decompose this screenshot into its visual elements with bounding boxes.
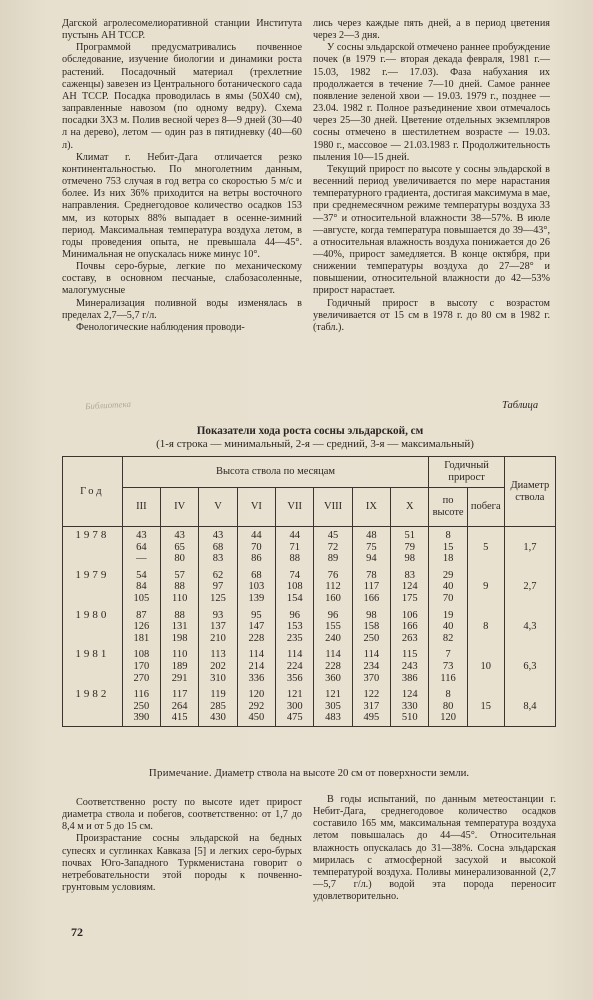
height-value: 105 (133, 592, 150, 604)
height-value: 214 (248, 660, 265, 672)
height-value: 300 (286, 700, 303, 712)
growth-value: 120 (440, 712, 456, 724)
height-cell (237, 607, 275, 647)
height-cell (122, 646, 160, 686)
header-month: VI (237, 488, 275, 527)
table-label: Таблица (502, 400, 539, 411)
height-value: 166 (363, 592, 380, 604)
height-value: 93 (212, 609, 224, 621)
header-month: IX (352, 488, 390, 527)
height-cell (314, 607, 352, 647)
height-value: 114 (287, 649, 303, 661)
height-cell (122, 686, 160, 726)
height-value: 48 (366, 530, 377, 541)
height-cell (314, 646, 352, 686)
height-value: 51 (404, 530, 415, 541)
left-column-paragraph: Дагской агролесомелиоративной станции Института пустынь АН ТССР. (62, 18, 302, 42)
growth-value: 15 (442, 541, 454, 553)
height-cell (391, 527, 429, 567)
height-value: 170 (133, 660, 150, 672)
height-value: 475 (286, 712, 303, 724)
height-cell (276, 607, 314, 647)
height-cell (314, 567, 352, 607)
height-value: 44 (251, 530, 262, 541)
diameter-cell: 2,7 (504, 567, 555, 607)
height-cell (161, 527, 199, 567)
growth-value: 7 (445, 649, 451, 661)
height-value: 54 (136, 569, 147, 581)
height-value: 234 (363, 660, 380, 672)
height-value: 154 (286, 592, 303, 604)
note-label: Примечание. (148, 767, 212, 779)
left-text-column (62, 18, 302, 334)
growth-cell (429, 646, 467, 686)
table-row (63, 567, 556, 607)
height-value: 360 (325, 672, 341, 684)
height-value: 131 (171, 621, 188, 633)
height-value: 108 (133, 649, 150, 661)
header-month: VIII (314, 488, 352, 527)
height-value: 75 (366, 541, 377, 553)
page-number: 72 (71, 925, 83, 939)
height-value: 114 (363, 649, 380, 661)
height-value: 510 (401, 712, 418, 724)
growth-value: 70 (442, 592, 454, 604)
height-cell (237, 567, 275, 607)
height-cell (122, 567, 160, 607)
height-value: 43 (136, 530, 147, 541)
height-value: 44 (289, 530, 300, 541)
table-note (62, 767, 556, 779)
height-value: — (136, 553, 147, 565)
height-value: 181 (133, 632, 150, 644)
growth-value: 8 (445, 689, 451, 701)
height-cell (161, 607, 199, 647)
height-value: 114 (248, 649, 265, 661)
right-column-paragraph: Годичный прирост в высоту с возрастом увеличивается от 15 см в 1978 г. до 80 см в 1982 г. (табл.). (313, 297, 550, 333)
height-value: 108 (286, 581, 303, 593)
header-annual-growth: Годичный прирост (429, 457, 504, 488)
growth-value: 40 (442, 581, 454, 593)
height-value: 224 (286, 660, 303, 672)
height-cell (237, 646, 275, 686)
bottom-right-column (313, 794, 556, 903)
height-value: 96 (289, 609, 300, 621)
shoot-cell: 9 (467, 567, 504, 607)
height-cell (199, 527, 237, 567)
year-cell: 1981 (63, 646, 123, 686)
height-value: 94 (366, 553, 377, 565)
height-value: 83 (212, 553, 224, 565)
height-value: 310 (210, 672, 226, 684)
growth-table (62, 456, 556, 727)
header-month: VII (276, 488, 314, 527)
height-cell (276, 567, 314, 607)
height-value: 263 (401, 632, 418, 644)
height-value: 71 (289, 541, 300, 553)
height-value: 80 (174, 553, 185, 565)
growth-cell (429, 607, 467, 647)
diameter-cell: 6,3 (504, 646, 555, 686)
height-value: 198 (171, 632, 188, 644)
right-column-paragraph: лись через каждые пять дней, а в период цветения через 2—3 дня. (313, 18, 550, 42)
height-value: 106 (401, 609, 418, 621)
height-cell (391, 567, 429, 607)
height-value: 98 (404, 553, 415, 565)
height-value: 122 (363, 689, 380, 701)
growth-value: 116 (440, 672, 456, 684)
height-value: 336 (248, 672, 265, 684)
height-value: 120 (248, 689, 265, 701)
height-value: 87 (136, 609, 147, 621)
left-column-paragraph: Климат г. Небит-Дага отличается резко континентальностью. По многолетним данным, отмечено 753 случая в год ветра со скоростью 5 м/с и более. Из них 36% приходится на ветры восточного направления. Среднегодовое количество осадков 153 мм, из которых 88% выпадает в осенне-зимний период. Максимальная температура воздуха летом, в годы проведения опыта, не превышала 44—45°. Минимальная не опускалась ниже минус 10°. (62, 151, 302, 260)
height-cell (237, 527, 275, 567)
height-value: 110 (171, 592, 188, 604)
height-value: 121 (325, 689, 341, 701)
shoot-cell: 10 (467, 646, 504, 686)
height-value: 88 (174, 609, 185, 621)
height-value: 79 (404, 541, 415, 553)
height-value: 57 (174, 569, 185, 581)
height-value: 317 (363, 700, 380, 712)
growth-value: 73 (442, 660, 454, 672)
height-value: 285 (210, 700, 226, 712)
shoot-cell: 15 (467, 686, 504, 726)
height-value: 88 (289, 553, 300, 565)
height-cell (122, 527, 160, 567)
height-cell (314, 686, 352, 726)
table-row (63, 607, 556, 647)
growth-cell (429, 686, 467, 726)
height-value: 175 (401, 592, 418, 604)
height-cell (161, 686, 199, 726)
header-month: III (122, 488, 160, 527)
height-value: 43 (212, 530, 224, 541)
growth-value: 29 (442, 569, 454, 581)
height-value: 76 (327, 569, 339, 581)
height-value: 189 (171, 660, 188, 672)
header-diameter: Диаметр ствола (504, 457, 555, 527)
height-value: 112 (325, 581, 341, 593)
height-cell (391, 607, 429, 647)
height-value: 390 (133, 712, 150, 724)
height-cell (199, 607, 237, 647)
left-column-paragraph: Минерализация поливной воды изменялась в пределах 2,7—5,7 г/л. (62, 297, 302, 321)
height-value: 72 (327, 541, 339, 553)
height-value: 116 (133, 689, 150, 701)
height-value: 126 (133, 621, 150, 633)
height-cell (391, 686, 429, 726)
header-by-height: по высоте (429, 488, 467, 527)
height-cell (352, 567, 390, 607)
height-cell (161, 567, 199, 607)
height-value: 270 (133, 672, 150, 684)
table-row (63, 646, 556, 686)
height-cell (199, 686, 237, 726)
height-value: 78 (366, 569, 377, 581)
height-value: 103 (248, 581, 265, 593)
year-cell: 1980 (63, 607, 123, 647)
height-value: 84 (136, 581, 147, 593)
height-value: 250 (363, 632, 380, 644)
height-value: 155 (325, 621, 341, 633)
right-text-column (313, 18, 550, 334)
height-value: 121 (286, 689, 303, 701)
shoot-cell: 5 (467, 527, 504, 567)
growth-cell (429, 567, 467, 607)
height-value: 370 (363, 672, 380, 684)
height-value: 68 (212, 541, 224, 553)
height-value: 117 (363, 581, 380, 593)
library-stamp: Библиотека (84, 398, 132, 412)
height-value: 330 (401, 700, 418, 712)
height-cell (314, 527, 352, 567)
height-value: 124 (401, 689, 418, 701)
height-value: 83 (404, 569, 415, 581)
month-header-row (63, 488, 556, 527)
height-value: 305 (325, 700, 341, 712)
height-value: 110 (171, 649, 188, 661)
height-value: 64 (136, 541, 147, 553)
height-value: 96 (327, 609, 339, 621)
bottom-left-paragraph: Произрастание сосны эльдарской на бедных супесях и суглинках Кавказа [5] и легких серо-бурых почвах Юго-Западного Туркменистана говорит о нетребовательности этой породы к почвенно-грунтовым условиям. (62, 833, 302, 894)
height-cell (352, 646, 390, 686)
height-value: 68 (251, 569, 262, 581)
growth-value: 80 (442, 700, 454, 712)
growth-value: 8 (445, 530, 451, 541)
height-value: 137 (210, 621, 226, 633)
height-value: 70 (251, 541, 262, 553)
height-value: 86 (251, 553, 262, 565)
table-title: Показатели хода роста сосны эльдарской, см (196, 425, 424, 437)
growth-value: 18 (442, 553, 454, 565)
left-column-paragraph: Программой предусматривались почвенное обследование, изучение биологии и динамики роста растений. Посадочный материал (трехлетние саженцы) завезен из Центрального ботанического сада АН ТССР. Посадка проводилась в ямы (50Х40 см), заправленные навозом (по одному ведру). Схема посадки 3Х3 м. Полив весной через 8—9 дней (30—40 л на дерево), летом — один раз в пятидневку (40—60 л). (62, 42, 302, 151)
height-cell (276, 686, 314, 726)
diameter-cell: 1,7 (504, 527, 555, 567)
left-column-paragraph: Почвы серо-бурые, легкие по механическому составу, в основном песчаные, слабозасоленные, малогумусные (62, 261, 302, 297)
right-column-paragraph: Текущий прирост по высоте у сосны эльдарской в весенний период увеличивается по мере нарастания температурного градиента, достигая максимума в мае, при среднемесячном режиме температуры воздуха 33—37° и относительной влажности 38—57%. В июле—августе, когда температура повышается до 39—43°, а относительная влажность воздуха понижается до 26—40%, прирост замедляется. В конце октября, при снижении температуры воздуха до 27—28° и повышении, относительной влажности до 42—53% прирост нарастает. (313, 163, 550, 297)
bottom-right-paragraph: В годы испытаний, по данным метеостанции г. Небит-Дага, среднегодовое количество осадков составило 165 мм, максимальная температура воздуха летом повышалась до 44—45°. Относительная влажность опускалась до 31—38%. Сосна эльдарская мирилась с атмосферной засухой и высокой температурой воздуха. Поливы минерализованной (2,7—5,7 г/л.) водой эта порода переносит удовлетворительно. (313, 794, 556, 903)
header-month: X (391, 488, 429, 527)
table-row (63, 527, 556, 567)
height-value: 98 (366, 609, 377, 621)
table-row (63, 686, 556, 726)
year-cell: 1978 (63, 527, 123, 567)
height-value: 483 (325, 712, 341, 724)
height-value: 119 (210, 689, 226, 701)
table-subtitle: (1-я строка — минимальный, 2-я — средний, 3-я — максимальный) (156, 438, 474, 450)
height-cell (276, 527, 314, 567)
bottom-left-column (62, 797, 302, 894)
height-value: 97 (212, 581, 224, 593)
right-column-paragraph: У сосны эльдарской отмечено раннее пробуждение почек (в 1979 г.— вторая декада февраля, 1981 г.— 15.03, 1982 г.— 17.03). Фаза набухания их продолжается в течение 7—10 дней. Самое раннее появление зеленой хвои — 19.03. 1979 г., позднее — 23.04. 1982 г. Полное разъединение хвои отмечалось через 25—30 дней. Цветение отдельных экземпляров сосны отмечено в шестилетнем возрасте — 19.03. 1980 г., массовое — 21.03.1983 г. Продолжительность пыления 10—15 дней. (313, 42, 550, 163)
height-cell (237, 686, 275, 726)
height-value: 158 (363, 621, 380, 633)
height-value: 45 (327, 530, 339, 541)
height-value: 74 (289, 569, 300, 581)
height-value: 202 (210, 660, 226, 672)
height-value: 495 (363, 712, 380, 724)
table-body (63, 527, 556, 727)
growth-cell (429, 527, 467, 567)
bottom-left-paragraph: Соответственно росту по высоте идет прирост диаметра ствола и побегов, соответственно: от 1,7 до 8,4 м и от 5 до 15 см. (62, 797, 302, 833)
header-height-by-month: Высота ствола по месяцам (122, 457, 429, 488)
height-cell (161, 646, 199, 686)
height-value: 356 (286, 672, 303, 684)
height-value: 114 (325, 649, 341, 661)
height-value: 115 (402, 649, 418, 661)
height-cell (122, 607, 160, 647)
header-month: IV (161, 488, 199, 527)
year-cell: 1979 (63, 567, 123, 607)
height-cell (199, 567, 237, 607)
height-cell (352, 527, 390, 567)
height-value: 450 (248, 712, 265, 724)
shoot-cell: 8 (467, 607, 504, 647)
height-value: 264 (171, 700, 188, 712)
height-value: 43 (174, 530, 185, 541)
height-value: 117 (171, 689, 188, 701)
height-value: 160 (325, 592, 341, 604)
height-value: 125 (210, 592, 226, 604)
height-value: 243 (401, 660, 418, 672)
height-value: 124 (401, 581, 418, 593)
height-value: 210 (210, 632, 226, 644)
header-year: Год (63, 457, 123, 527)
height-value: 95 (251, 609, 262, 621)
left-column-paragraph: Фенологические наблюдения проводи- (76, 321, 245, 333)
height-cell (352, 686, 390, 726)
header-month: V (199, 488, 237, 527)
height-value: 291 (171, 672, 188, 684)
growth-value: 82 (442, 632, 454, 644)
height-value: 88 (174, 581, 185, 593)
year-cell: 1982 (63, 686, 123, 726)
height-value: 147 (248, 621, 265, 633)
height-value: 235 (286, 632, 303, 644)
height-value: 153 (286, 621, 303, 633)
height-value: 139 (248, 592, 265, 604)
header-shoots: побега (467, 488, 504, 527)
height-value: 89 (327, 553, 339, 565)
height-value: 240 (325, 632, 341, 644)
height-value: 415 (171, 712, 188, 724)
height-value: 228 (325, 660, 341, 672)
note-text: Диаметр ствола на высоте 20 см от поверхности земли. (214, 767, 470, 779)
height-value: 62 (212, 569, 224, 581)
growth-value: 19 (442, 609, 454, 621)
height-cell (199, 646, 237, 686)
height-value: 386 (401, 672, 418, 684)
diameter-cell: 8,4 (504, 686, 555, 726)
height-cell (391, 646, 429, 686)
height-value: 65 (174, 541, 185, 553)
height-value: 228 (248, 632, 265, 644)
height-cell (352, 607, 390, 647)
height-value: 113 (210, 649, 226, 661)
height-value: 292 (248, 700, 265, 712)
height-value: 430 (210, 712, 226, 724)
growth-value: 40 (442, 621, 454, 633)
height-value: 166 (401, 621, 418, 633)
diameter-cell: 4,3 (504, 607, 555, 647)
height-value: 250 (133, 700, 150, 712)
height-cell (276, 646, 314, 686)
